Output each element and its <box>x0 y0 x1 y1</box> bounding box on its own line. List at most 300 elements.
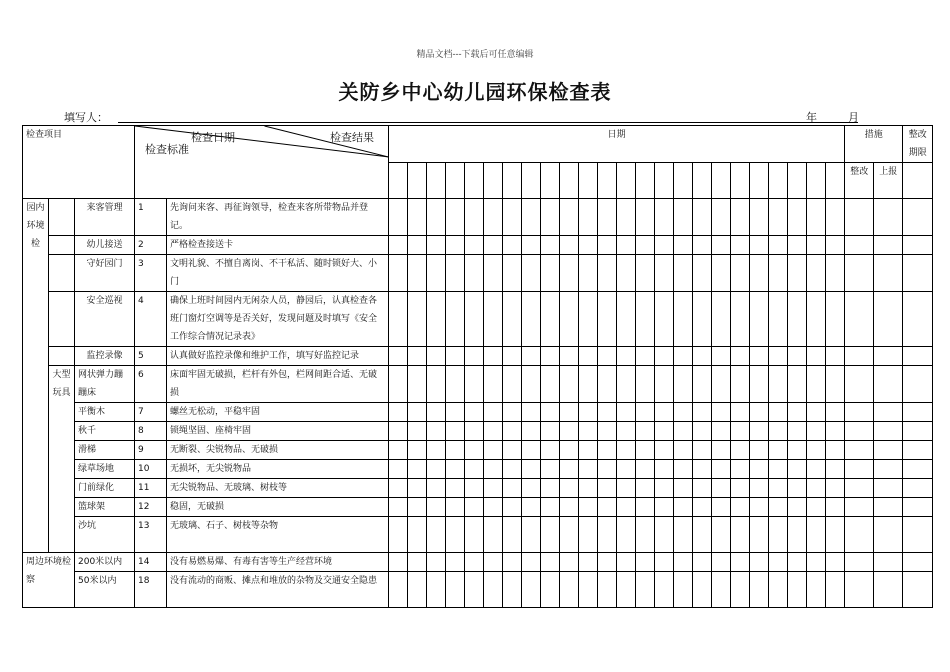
check-result-cell[interactable] <box>826 199 845 236</box>
check-result-cell[interactable] <box>484 199 503 236</box>
check-result-cell[interactable] <box>484 366 503 403</box>
check-result-cell[interactable] <box>522 553 541 572</box>
check-result-cell[interactable] <box>807 347 826 366</box>
check-result-cell[interactable] <box>503 347 522 366</box>
check-result-cell[interactable] <box>427 422 446 441</box>
check-result-cell[interactable] <box>389 292 408 347</box>
check-result-cell[interactable] <box>484 292 503 347</box>
date-cell[interactable] <box>617 163 636 199</box>
check-result-cell[interactable] <box>874 366 903 403</box>
check-result-cell[interactable] <box>826 441 845 460</box>
check-result-cell[interactable] <box>845 517 874 553</box>
check-result-cell[interactable] <box>788 441 807 460</box>
check-result-cell[interactable] <box>769 255 788 292</box>
check-result-cell[interactable] <box>541 199 560 236</box>
check-result-cell[interactable] <box>845 498 874 517</box>
check-result-cell[interactable] <box>769 498 788 517</box>
check-result-cell[interactable] <box>446 255 465 292</box>
check-result-cell[interactable] <box>465 422 484 441</box>
check-result-cell[interactable] <box>408 479 427 498</box>
date-cell[interactable] <box>579 163 598 199</box>
check-result-cell[interactable] <box>674 236 693 255</box>
check-result-cell[interactable] <box>826 460 845 479</box>
check-result-cell[interactable] <box>731 441 750 460</box>
date-cell[interactable] <box>541 163 560 199</box>
check-result-cell[interactable] <box>826 347 845 366</box>
check-result-cell[interactable] <box>731 572 750 608</box>
check-result-cell[interactable] <box>522 422 541 441</box>
check-result-cell[interactable] <box>807 403 826 422</box>
check-result-cell[interactable] <box>750 553 769 572</box>
check-result-cell[interactable] <box>446 422 465 441</box>
check-result-cell[interactable] <box>389 517 408 553</box>
check-result-cell[interactable] <box>427 441 446 460</box>
check-result-cell[interactable] <box>845 366 874 403</box>
check-result-cell[interactable] <box>636 441 655 460</box>
check-result-cell[interactable] <box>408 460 427 479</box>
check-result-cell[interactable] <box>484 236 503 255</box>
check-result-cell[interactable] <box>617 366 636 403</box>
check-result-cell[interactable] <box>503 498 522 517</box>
check-result-cell[interactable] <box>655 292 674 347</box>
check-result-cell[interactable] <box>636 479 655 498</box>
check-result-cell[interactable] <box>636 292 655 347</box>
check-result-cell[interactable] <box>903 199 933 236</box>
check-result-cell[interactable] <box>408 498 427 517</box>
check-result-cell[interactable] <box>874 403 903 422</box>
check-result-cell[interactable] <box>465 498 484 517</box>
check-result-cell[interactable] <box>598 236 617 255</box>
check-result-cell[interactable] <box>579 553 598 572</box>
check-result-cell[interactable] <box>579 422 598 441</box>
check-result-cell[interactable] <box>560 403 579 422</box>
check-result-cell[interactable] <box>655 498 674 517</box>
check-result-cell[interactable] <box>503 479 522 498</box>
check-result-cell[interactable] <box>484 553 503 572</box>
check-result-cell[interactable] <box>903 292 933 347</box>
check-result-cell[interactable] <box>427 553 446 572</box>
check-result-cell[interactable] <box>522 572 541 608</box>
date-cell[interactable] <box>655 163 674 199</box>
check-result-cell[interactable] <box>769 479 788 498</box>
check-result-cell[interactable] <box>484 403 503 422</box>
check-result-cell[interactable] <box>484 460 503 479</box>
check-result-cell[interactable] <box>465 517 484 553</box>
check-result-cell[interactable] <box>522 255 541 292</box>
check-result-cell[interactable] <box>788 199 807 236</box>
check-result-cell[interactable] <box>446 366 465 403</box>
date-cell[interactable] <box>731 163 750 199</box>
check-result-cell[interactable] <box>845 255 874 292</box>
check-result-cell[interactable] <box>874 553 903 572</box>
check-result-cell[interactable] <box>731 236 750 255</box>
check-result-cell[interactable] <box>826 255 845 292</box>
check-result-cell[interactable] <box>712 479 731 498</box>
check-result-cell[interactable] <box>750 236 769 255</box>
check-result-cell[interactable] <box>389 255 408 292</box>
check-result-cell[interactable] <box>655 199 674 236</box>
check-result-cell[interactable] <box>826 517 845 553</box>
check-result-cell[interactable] <box>427 498 446 517</box>
check-result-cell[interactable] <box>693 199 712 236</box>
check-result-cell[interactable] <box>598 572 617 608</box>
check-result-cell[interactable] <box>807 199 826 236</box>
check-result-cell[interactable] <box>874 441 903 460</box>
check-result-cell[interactable] <box>788 292 807 347</box>
check-result-cell[interactable] <box>731 553 750 572</box>
check-result-cell[interactable] <box>541 366 560 403</box>
check-result-cell[interactable] <box>617 441 636 460</box>
check-result-cell[interactable] <box>598 347 617 366</box>
check-result-cell[interactable] <box>788 553 807 572</box>
check-result-cell[interactable] <box>446 292 465 347</box>
check-result-cell[interactable] <box>408 422 427 441</box>
check-result-cell[interactable] <box>826 292 845 347</box>
date-cell[interactable] <box>807 163 826 199</box>
check-result-cell[interactable] <box>826 498 845 517</box>
check-result-cell[interactable] <box>826 479 845 498</box>
check-result-cell[interactable] <box>674 441 693 460</box>
check-result-cell[interactable] <box>503 403 522 422</box>
check-result-cell[interactable] <box>750 403 769 422</box>
check-result-cell[interactable] <box>826 572 845 608</box>
check-result-cell[interactable] <box>750 366 769 403</box>
check-result-cell[interactable] <box>845 347 874 366</box>
check-result-cell[interactable] <box>903 517 933 553</box>
check-result-cell[interactable] <box>503 441 522 460</box>
check-result-cell[interactable] <box>750 517 769 553</box>
check-result-cell[interactable] <box>845 422 874 441</box>
check-result-cell[interactable] <box>903 366 933 403</box>
check-result-cell[interactable] <box>427 236 446 255</box>
check-result-cell[interactable] <box>826 553 845 572</box>
check-result-cell[interactable] <box>750 255 769 292</box>
check-result-cell[interactable] <box>427 292 446 347</box>
check-result-cell[interactable] <box>522 347 541 366</box>
check-result-cell[interactable] <box>560 422 579 441</box>
check-result-cell[interactable] <box>560 236 579 255</box>
check-result-cell[interactable] <box>560 572 579 608</box>
check-result-cell[interactable] <box>874 572 903 608</box>
check-result-cell[interactable] <box>503 199 522 236</box>
check-result-cell[interactable] <box>845 403 874 422</box>
check-result-cell[interactable] <box>465 199 484 236</box>
check-result-cell[interactable] <box>560 255 579 292</box>
check-result-cell[interactable] <box>389 403 408 422</box>
check-result-cell[interactable] <box>769 517 788 553</box>
check-result-cell[interactable] <box>693 517 712 553</box>
check-result-cell[interactable] <box>674 460 693 479</box>
check-result-cell[interactable] <box>788 460 807 479</box>
check-result-cell[interactable] <box>674 403 693 422</box>
check-result-cell[interactable] <box>484 498 503 517</box>
date-cell[interactable] <box>427 163 446 199</box>
check-result-cell[interactable] <box>693 366 712 403</box>
check-result-cell[interactable] <box>712 199 731 236</box>
check-result-cell[interactable] <box>731 199 750 236</box>
check-result-cell[interactable] <box>874 199 903 236</box>
date-cell[interactable] <box>712 163 731 199</box>
check-result-cell[interactable] <box>655 460 674 479</box>
check-result-cell[interactable] <box>655 422 674 441</box>
check-result-cell[interactable] <box>389 441 408 460</box>
check-result-cell[interactable] <box>636 366 655 403</box>
check-result-cell[interactable] <box>541 292 560 347</box>
check-result-cell[interactable] <box>712 422 731 441</box>
check-result-cell[interactable] <box>769 403 788 422</box>
check-result-cell[interactable] <box>579 498 598 517</box>
check-result-cell[interactable] <box>503 236 522 255</box>
check-result-cell[interactable] <box>617 479 636 498</box>
check-result-cell[interactable] <box>408 441 427 460</box>
check-result-cell[interactable] <box>617 517 636 553</box>
check-result-cell[interactable] <box>750 292 769 347</box>
check-result-cell[interactable] <box>874 292 903 347</box>
check-result-cell[interactable] <box>579 572 598 608</box>
check-result-cell[interactable] <box>617 347 636 366</box>
check-result-cell[interactable] <box>541 517 560 553</box>
check-result-cell[interactable] <box>674 422 693 441</box>
check-result-cell[interactable] <box>750 441 769 460</box>
check-result-cell[interactable] <box>807 460 826 479</box>
check-result-cell[interactable] <box>788 255 807 292</box>
check-result-cell[interactable] <box>408 255 427 292</box>
check-result-cell[interactable] <box>560 479 579 498</box>
check-result-cell[interactable] <box>579 292 598 347</box>
check-result-cell[interactable] <box>522 199 541 236</box>
check-result-cell[interactable] <box>693 498 712 517</box>
check-result-cell[interactable] <box>427 517 446 553</box>
check-result-cell[interactable] <box>465 441 484 460</box>
check-result-cell[interactable] <box>674 347 693 366</box>
check-result-cell[interactable] <box>731 517 750 553</box>
check-result-cell[interactable] <box>446 403 465 422</box>
check-result-cell[interactable] <box>712 441 731 460</box>
check-result-cell[interactable] <box>636 498 655 517</box>
check-result-cell[interactable] <box>541 479 560 498</box>
check-result-cell[interactable] <box>389 347 408 366</box>
check-result-cell[interactable] <box>712 498 731 517</box>
check-result-cell[interactable] <box>750 572 769 608</box>
check-result-cell[interactable] <box>446 553 465 572</box>
check-result-cell[interactable] <box>845 292 874 347</box>
check-result-cell[interactable] <box>522 403 541 422</box>
check-result-cell[interactable] <box>655 403 674 422</box>
check-result-cell[interactable] <box>560 460 579 479</box>
check-result-cell[interactable] <box>874 498 903 517</box>
check-result-cell[interactable] <box>389 236 408 255</box>
check-result-cell[interactable] <box>655 236 674 255</box>
check-result-cell[interactable] <box>522 236 541 255</box>
check-result-cell[interactable] <box>693 460 712 479</box>
check-result-cell[interactable] <box>465 347 484 366</box>
check-result-cell[interactable] <box>712 366 731 403</box>
check-result-cell[interactable] <box>674 517 693 553</box>
check-result-cell[interactable] <box>541 553 560 572</box>
check-result-cell[interactable] <box>693 422 712 441</box>
check-result-cell[interactable] <box>522 498 541 517</box>
check-result-cell[interactable] <box>655 517 674 553</box>
check-result-cell[interactable] <box>731 498 750 517</box>
check-result-cell[interactable] <box>408 366 427 403</box>
date-cell[interactable] <box>503 163 522 199</box>
check-result-cell[interactable] <box>560 517 579 553</box>
check-result-cell[interactable] <box>598 422 617 441</box>
check-result-cell[interactable] <box>446 517 465 553</box>
check-result-cell[interactable] <box>693 441 712 460</box>
check-result-cell[interactable] <box>903 498 933 517</box>
date-cell[interactable] <box>636 163 655 199</box>
check-result-cell[interactable] <box>826 422 845 441</box>
check-result-cell[interactable] <box>731 292 750 347</box>
check-result-cell[interactable] <box>731 255 750 292</box>
check-result-cell[interactable] <box>408 199 427 236</box>
check-result-cell[interactable] <box>636 517 655 553</box>
check-result-cell[interactable] <box>636 572 655 608</box>
check-result-cell[interactable] <box>731 366 750 403</box>
check-result-cell[interactable] <box>750 199 769 236</box>
date-cell[interactable] <box>788 163 807 199</box>
check-result-cell[interactable] <box>446 236 465 255</box>
check-result-cell[interactable] <box>655 553 674 572</box>
check-result-cell[interactable] <box>826 366 845 403</box>
check-result-cell[interactable] <box>617 498 636 517</box>
check-result-cell[interactable] <box>465 292 484 347</box>
check-result-cell[interactable] <box>541 347 560 366</box>
check-result-cell[interactable] <box>541 572 560 608</box>
check-result-cell[interactable] <box>788 236 807 255</box>
check-result-cell[interactable] <box>636 422 655 441</box>
check-result-cell[interactable] <box>598 498 617 517</box>
date-cell[interactable] <box>598 163 617 199</box>
check-result-cell[interactable] <box>598 553 617 572</box>
check-result-cell[interactable] <box>903 460 933 479</box>
check-result-cell[interactable] <box>617 199 636 236</box>
check-result-cell[interactable] <box>427 403 446 422</box>
check-result-cell[interactable] <box>636 403 655 422</box>
check-result-cell[interactable] <box>655 441 674 460</box>
check-result-cell[interactable] <box>389 553 408 572</box>
check-result-cell[interactable] <box>522 292 541 347</box>
check-result-cell[interactable] <box>807 441 826 460</box>
check-result-cell[interactable] <box>522 366 541 403</box>
check-result-cell[interactable] <box>484 422 503 441</box>
date-cell[interactable] <box>465 163 484 199</box>
check-result-cell[interactable] <box>503 460 522 479</box>
check-result-cell[interactable] <box>408 347 427 366</box>
date-cell[interactable] <box>389 163 408 199</box>
check-result-cell[interactable] <box>389 366 408 403</box>
check-result-cell[interactable] <box>636 553 655 572</box>
check-result-cell[interactable] <box>788 366 807 403</box>
check-result-cell[interactable] <box>541 255 560 292</box>
check-result-cell[interactable] <box>617 422 636 441</box>
check-result-cell[interactable] <box>674 199 693 236</box>
check-result-cell[interactable] <box>503 255 522 292</box>
check-result-cell[interactable] <box>484 255 503 292</box>
check-result-cell[interactable] <box>579 517 598 553</box>
date-cell[interactable] <box>693 163 712 199</box>
check-result-cell[interactable] <box>712 517 731 553</box>
check-result-cell[interactable] <box>465 553 484 572</box>
check-result-cell[interactable] <box>446 347 465 366</box>
check-result-cell[interactable] <box>465 460 484 479</box>
check-result-cell[interactable] <box>446 441 465 460</box>
check-result-cell[interactable] <box>845 441 874 460</box>
check-result-cell[interactable] <box>845 236 874 255</box>
check-result-cell[interactable] <box>598 199 617 236</box>
check-result-cell[interactable] <box>427 347 446 366</box>
check-result-cell[interactable] <box>750 479 769 498</box>
check-result-cell[interactable] <box>845 553 874 572</box>
check-result-cell[interactable] <box>579 460 598 479</box>
check-result-cell[interactable] <box>807 479 826 498</box>
check-result-cell[interactable] <box>903 479 933 498</box>
check-result-cell[interactable] <box>427 199 446 236</box>
check-result-cell[interactable] <box>807 553 826 572</box>
check-result-cell[interactable] <box>617 403 636 422</box>
check-result-cell[interactable] <box>712 572 731 608</box>
check-result-cell[interactable] <box>427 479 446 498</box>
check-result-cell[interactable] <box>750 347 769 366</box>
check-result-cell[interactable] <box>769 441 788 460</box>
check-result-cell[interactable] <box>427 572 446 608</box>
check-result-cell[interactable] <box>693 255 712 292</box>
check-result-cell[interactable] <box>617 292 636 347</box>
check-result-cell[interactable] <box>579 441 598 460</box>
check-result-cell[interactable] <box>845 479 874 498</box>
check-result-cell[interactable] <box>636 460 655 479</box>
check-result-cell[interactable] <box>807 572 826 608</box>
check-result-cell[interactable] <box>389 572 408 608</box>
check-result-cell[interactable] <box>845 572 874 608</box>
check-result-cell[interactable] <box>541 422 560 441</box>
check-result-cell[interactable] <box>845 199 874 236</box>
check-result-cell[interactable] <box>874 517 903 553</box>
check-result-cell[interactable] <box>484 441 503 460</box>
check-result-cell[interactable] <box>712 403 731 422</box>
check-result-cell[interactable] <box>674 498 693 517</box>
check-result-cell[interactable] <box>712 236 731 255</box>
check-result-cell[interactable] <box>522 517 541 553</box>
check-result-cell[interactable] <box>807 236 826 255</box>
check-result-cell[interactable] <box>769 292 788 347</box>
check-result-cell[interactable] <box>446 199 465 236</box>
check-result-cell[interactable] <box>579 255 598 292</box>
check-result-cell[interactable] <box>446 479 465 498</box>
check-result-cell[interactable] <box>903 422 933 441</box>
check-result-cell[interactable] <box>807 292 826 347</box>
check-result-cell[interactable] <box>560 347 579 366</box>
check-result-cell[interactable] <box>541 236 560 255</box>
check-result-cell[interactable] <box>731 422 750 441</box>
check-result-cell[interactable] <box>389 199 408 236</box>
check-result-cell[interactable] <box>579 403 598 422</box>
date-cell[interactable] <box>750 163 769 199</box>
check-result-cell[interactable] <box>389 498 408 517</box>
check-result-cell[interactable] <box>636 199 655 236</box>
check-result-cell[interactable] <box>579 366 598 403</box>
check-result-cell[interactable] <box>408 553 427 572</box>
check-result-cell[interactable] <box>731 403 750 422</box>
check-result-cell[interactable] <box>427 366 446 403</box>
check-result-cell[interactable] <box>712 460 731 479</box>
check-result-cell[interactable] <box>750 460 769 479</box>
check-result-cell[interactable] <box>674 255 693 292</box>
check-result-cell[interactable] <box>788 347 807 366</box>
check-result-cell[interactable] <box>769 553 788 572</box>
check-result-cell[interactable] <box>693 292 712 347</box>
